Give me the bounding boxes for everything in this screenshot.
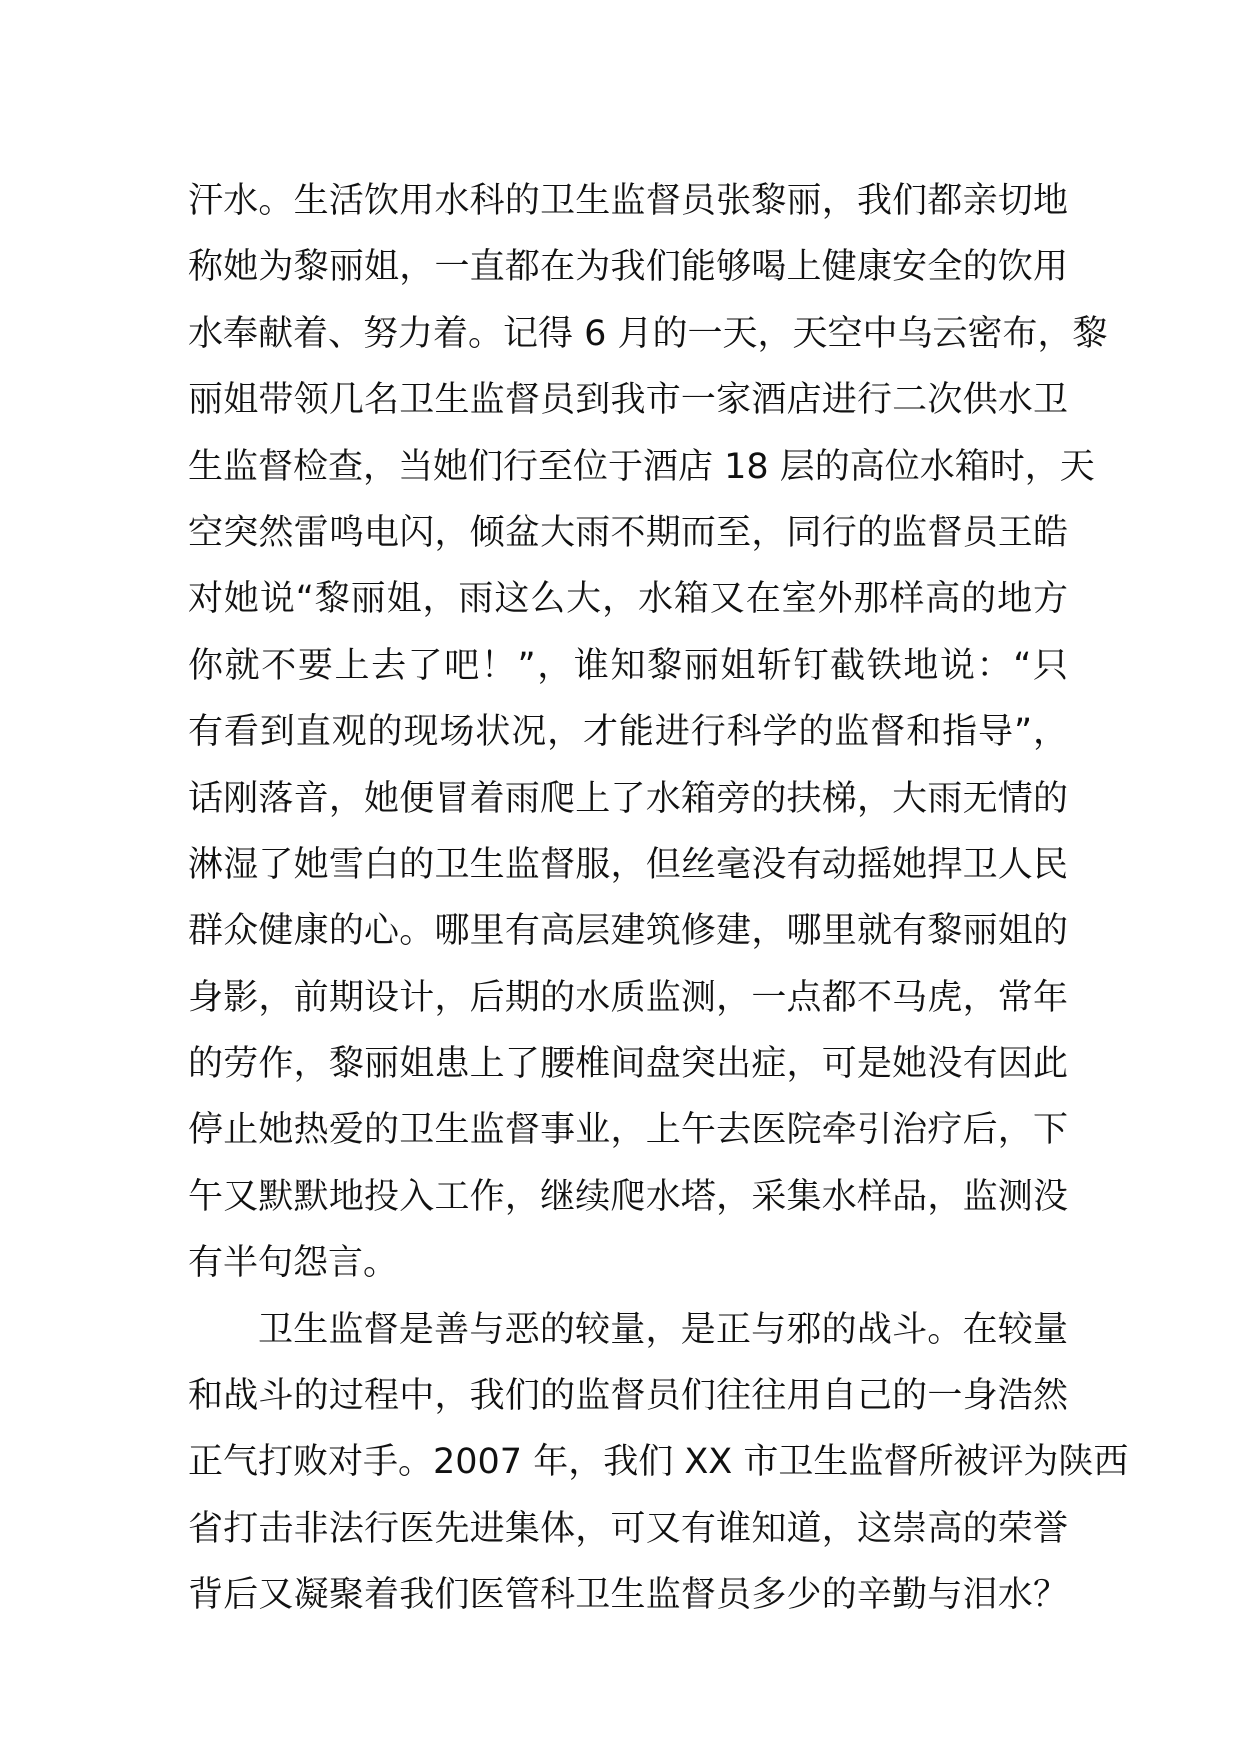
paragraph-start-line: 卫生监督是善与恶的较量，是正与邪的战斗。在较量 — [258, 1309, 1068, 1350]
text-line: 空突然雷鸣电闪，倾盆大雨不期而至，同行的监督员王皓 — [188, 512, 1068, 553]
text-line: 有看到直观的现场状况，才能进行科学的监督和指导”， — [188, 712, 1068, 753]
text-line: 和战斗的过程中，我们的监督员们往往用自己的一身浩然 — [188, 1376, 1068, 1417]
text-line: 停止她热爱的卫生监督事业，上午去医院牵引治疗后，下 — [188, 1110, 1068, 1151]
text-line: 的劳作，黎丽姐患上了腰椎间盘突出症，可是她没有因此 — [188, 1044, 1068, 1085]
text-line: 你就不要上去了吧！”，谁知黎丽姐斩钉截铁地说：“只 — [188, 645, 1068, 686]
text-line: 午又默默地投入工作，继续爬水塔，采集水样品，监测没 — [188, 1176, 1068, 1217]
body-text — [188, 168, 1129, 1629]
text-line: 正气打败对手。2007 年，我们 XX 市卫生监督所被评为陕西 — [188, 1442, 1129, 1483]
text-line: 群众健康的心。哪里有高层建筑修建，哪里就有黎丽姐的 — [188, 911, 1068, 952]
text-line: 省打击非法行医先进集体，可又有谁知道，这崇高的荣誉 — [188, 1508, 1068, 1549]
paragraph-end-line: 有半句怨言。 — [188, 1243, 399, 1284]
text-line: 称她为黎丽姐，一直都在为我们能够喝上健康安全的饮用 — [188, 247, 1068, 288]
text-line: 对她说“黎丽姐，雨这么大，水箱又在室外那样高的地方 — [188, 579, 1068, 620]
text-line: 淋湿了她雪白的卫生监督服，但丝毫没有动摇她捍卫人民 — [188, 844, 1068, 885]
text-line: 生监督检查，当她们行至位于酒店 18 层的高位水箱时，天 — [188, 446, 1095, 487]
text-line: 话刚落音，她便冒着雨爬上了水箱旁的扶梯，大雨无情的 — [188, 778, 1068, 819]
text-line: 背后又凝聚着我们医管科卫生监督员多少的辛勤与泪水？ — [188, 1575, 1068, 1616]
text-line: 水奉献着、努力着。记得 6 月的一天，天空中乌云密布，黎 — [188, 313, 1108, 354]
text-line: 汗水。生活饮用水科的卫生监督员张黎丽，我们都亲切地 — [188, 181, 1068, 221]
text-line: 丽姐带领几名卫生监督员到我市一家酒店进行二次供水卫 — [188, 380, 1068, 421]
text-line: 身影，前期设计，后期的水质监测，一点都不马虎，常年 — [188, 977, 1068, 1018]
